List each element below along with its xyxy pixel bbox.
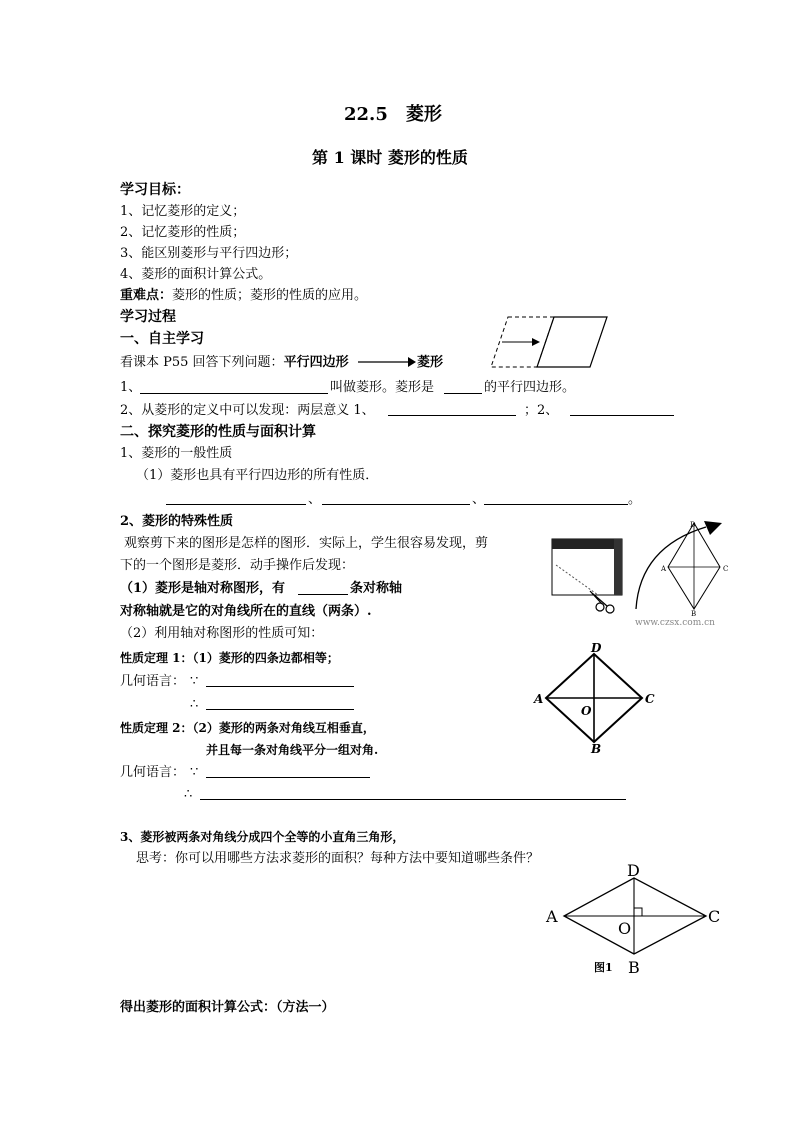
vertex-c-label: C	[708, 907, 721, 926]
answer-blank[interactable]	[140, 393, 328, 394]
question-2: 2、从菱形的定义中可以发现：两层意义 1、	[120, 403, 375, 418]
answer-blank[interactable]	[200, 799, 626, 800]
theorem-2-label: 性质定理 2：	[120, 721, 193, 735]
rhombus-abcd-figure	[530, 640, 660, 758]
parallelogram-shift-figure	[490, 312, 610, 372]
key-points-label: 重难点：	[120, 288, 173, 303]
theorem-1-label: 性质定理 1：	[120, 651, 193, 665]
theorem-1	[120, 650, 339, 666]
vertex-d-label: D	[690, 521, 696, 529]
vertex-c-label: C	[723, 565, 729, 573]
axis-statement-2: 对称轴就是它的对角线所在的直线（两条）.	[120, 604, 372, 619]
vertex-b-label: B	[628, 958, 640, 977]
question-1-mid: 叫做菱形。菱形是	[330, 380, 435, 395]
therefore-symbol: ∴	[190, 697, 199, 712]
question-1-end: 的平行四边形。	[484, 380, 576, 395]
vertex-d-label: D	[591, 641, 602, 655]
theorem-2-text: （2）菱形的两条对角线互相垂直，	[192, 721, 375, 735]
goal-item: 3、能区别菱形与平行四边形；	[120, 246, 298, 261]
observe-line-1: 观察剪下来的图形是怎样的图形．实际上，学生很容易发现，剪	[124, 536, 489, 551]
read-prefix: 看课本 P55 回答下列问题：	[120, 355, 284, 370]
special-property: 2、菱形的特殊性质	[120, 514, 234, 529]
axis-statement-b: 条对称轴	[350, 581, 403, 596]
read-from: 平行四边形	[283, 355, 349, 370]
geo-language-label: 几何语言：	[120, 765, 186, 780]
answer-blank[interactable]	[570, 415, 674, 416]
goal-item: 2、记忆菱形的性质；	[120, 225, 246, 240]
vertex-b-label: B	[591, 742, 602, 756]
rhombus-shape	[537, 317, 607, 367]
page-title: 22.5 菱形	[344, 104, 442, 125]
observe-line-2: 下的一个图形是菱形．动手操作后发现：	[120, 558, 355, 573]
paper-cut-figure	[548, 535, 628, 617]
section-2-heading: 二、探究菱形的性质与面积计算	[120, 424, 316, 440]
question-1-num: 1、	[120, 380, 142, 395]
question-2-sep: ；2、	[524, 403, 559, 418]
therefore-symbol: ∴	[184, 787, 193, 802]
goals-heading: 学习目标：	[120, 182, 190, 198]
separator: 、	[472, 492, 486, 507]
vertex-a-label: A	[534, 692, 544, 706]
vertex-c-label: C	[645, 692, 655, 706]
folding-rhombus-figure	[630, 517, 740, 618]
page-subtitle: 第 1 课时 菱形的性质	[312, 148, 468, 167]
goal-item: 1、记忆菱形的定义；	[120, 204, 246, 219]
theorem-1-text: （1）菱形的四条边都相等；	[192, 651, 339, 665]
center-o-label: O	[581, 704, 592, 718]
vertex-a-label: A	[661, 565, 667, 573]
center-o-label: O	[618, 919, 632, 938]
use-axis-symmetry: （2）利用轴对称图形的性质可知：	[120, 626, 324, 641]
answer-blank[interactable]	[206, 686, 354, 687]
right-angle-mark	[634, 908, 642, 916]
general-property-sub: （1）菱形也具有平行四边形的所有性质．	[136, 468, 379, 483]
theorem-2-text-2: 并且每一条对角线平分一组对角.	[206, 743, 379, 757]
axis-statement-a: （1）菱形是轴对称图形，有	[120, 581, 286, 596]
theorem-2	[120, 720, 375, 736]
read-to: 菱形	[417, 355, 444, 370]
watermark: www.czsx.com.cn	[635, 618, 715, 628]
answer-blank[interactable]	[322, 504, 470, 505]
scissors-icon	[590, 591, 614, 613]
vertex-d-label: D	[627, 861, 640, 880]
because-symbol: ∵	[190, 765, 199, 780]
vertex-a-label: A	[546, 907, 558, 926]
rhombus-figure-1	[540, 860, 730, 978]
goal-item: 4、菱形的面积计算公式。	[120, 267, 272, 282]
think-question: 思考：你可以用哪些方法求菱形的面积？每种方法中要知道哪些条件？	[136, 851, 540, 866]
geo-language-label: 几何语言：	[120, 674, 186, 689]
answer-blank[interactable]	[388, 415, 516, 416]
answer-blank[interactable]	[206, 777, 370, 778]
key-points	[120, 288, 367, 304]
because-symbol: ∵	[190, 674, 199, 689]
answer-blank[interactable]	[206, 709, 354, 710]
arrow-icon	[358, 356, 418, 368]
end-mark: 。	[628, 492, 642, 507]
general-property: 1、菱形的一般性质	[120, 446, 233, 461]
answer-blank[interactable]	[444, 393, 482, 394]
process-heading: 学习过程	[120, 309, 176, 325]
key-points-text: 菱形的性质；菱形的性质的应用。	[172, 288, 368, 303]
section-1-heading: 一、自主学习	[120, 331, 204, 347]
figure-caption: 图1	[594, 961, 613, 974]
section-3-statement: 3、菱形被两条对角线分成四个全等的小直角三角形，	[120, 830, 405, 844]
answer-blank[interactable]	[166, 504, 306, 505]
vertex-b-label: B	[691, 610, 697, 618]
separator: 、	[308, 492, 322, 507]
answer-blank[interactable]	[298, 594, 348, 595]
answer-blank[interactable]	[484, 504, 628, 505]
area-formula-prompt: 得出菱形的面积计算公式：（方法一）	[120, 1000, 335, 1015]
read-instruction	[120, 355, 349, 371]
